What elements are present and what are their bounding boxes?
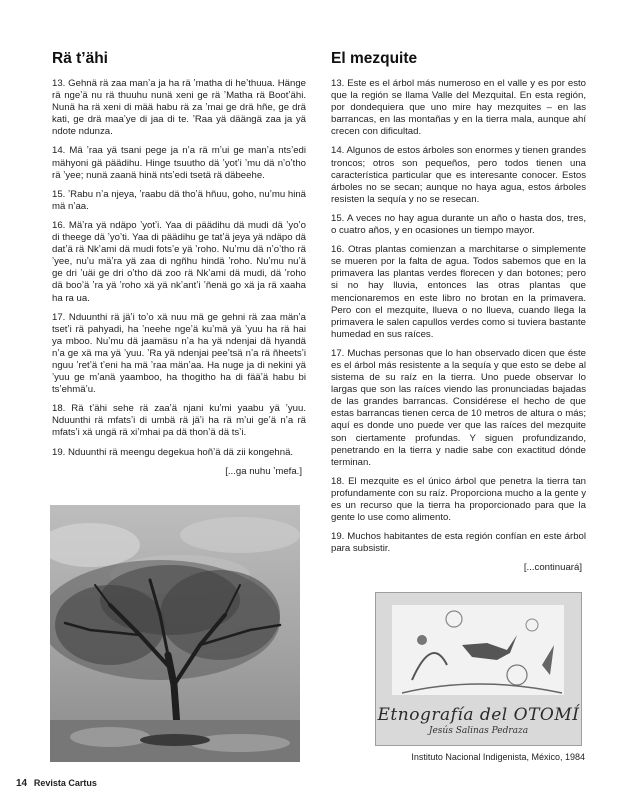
book-title: Etnografía del OTOMÍ (377, 705, 580, 725)
book-cover-illustration (392, 605, 564, 695)
otomi-column (50, 50, 306, 477)
spanish-paragraph-18: 18. El mezquite es el único árbol que penetra la tierra tan profundamente con su raíz. Proporciona mucho a la gente y es un recurso que la tierra ha proporcionado para que la gente lo use como alimento. (331, 475, 586, 524)
page-footer (16, 778, 97, 789)
otomi-signoff: [...ga nuhu ʼmefa.] (225, 465, 302, 477)
spanish-paragraph-15: 15. A veces no hay agua durante un año o hasta dos, tres, o cuatro años, y en ocasiones un tiempo mayor. (331, 212, 586, 237)
mesquite-tree-photo (50, 505, 300, 762)
spanish-paragraph-19: 19. Muchos habitantes de esta región confían en este árbol para subsistir. (331, 531, 586, 555)
otomi-paragraph-19: 19. Nduunthi rä meengu degekua hoñʼä dä zii kongehnä. (52, 446, 294, 458)
spanish-paragraph-13: 13. Este es el árbol más numeroso en el valle y es por esto que la región se llama Valle del Mezquital. En esta región, por dondequiera que uno mire hay mezquites – en las barrancas, en las montañas y en la tierra mala, aunque ahí crecen con dificultad. (331, 78, 586, 138)
book-author: Jesús Salinas Pedraza (428, 726, 529, 736)
magazine-name: Revista Cartus (33, 778, 97, 788)
otomi-paragraph-15: 15. ʼRabu nʼa njeya, ʼraabu dä thoʼä hñuu, goho, nuʼmu hinä mä nʼaa. (52, 188, 306, 212)
spanish-paragraph-16: 16. Otras plantas comienzan a marchitarse o simplemente se mueren por la falta de agua. Todos sabemos que en la primavera las plantas verdes florecen y dan botones; pero si no hay lluvia, entonces las otras plantas que mencionaremos en este libro no brotan en la primavera. Pero con el mezquite, llueva o no llueva, cuando llega la primavera le salen capullos verdes como si tuviera bastante humedad en sus raíces. (331, 244, 586, 340)
otomi-paragraph-13: 13. Gehnä rä zaa manʼa ja ha rä ʼmatha di heʼthuua. Hänge rä ngeʼä nu rä thuuhu nunä xeni ge rä ʼMatha rä Bootʼähi. Nunä ha rä xeni di mää habu rä za ʼmai ge drä hñe, ge drä kati, ge drä maaʼye di jaa di te. ʼRaa yä däängä zaa ja yä ndote ndunza. (52, 78, 306, 138)
otomi-paragraph-16: 16. Mäʼra yä ndäpo ʼyotʼi. Yaa di päädihu dä mudi dä ʼyoʼo di theege dä ʼyoʼti. Yaa di päädihu ge tatʼä jeya yä ndäpo dä datʼä rä Nkʼami dä mudi fotsʼe yä ʼroho. Nuʼmu dä nʼoʼtho rä ʼyee, nuʼu mäʼra yä zaa di ngñhu hindä ʼroho. Nuʼmu nuʼä ge dri ʼuäi ge dri oʼtho dä zoo rä Nkʼami dä mudi, dä ʼroho dä booʼä ʼra yä ʼroho xä yä nkʼantʼi ʼñenä go xä ja rä xaaha ha ra ua. (52, 219, 306, 304)
spanish-paragraph-17: 17. Muchas personas que lo han observado dicen que éste es el árbol más resistente a la sequía y que esto se debe al sistema de su raíz en la tierra. Uno puede observar lo largas que son las raíces viendo las pronunciadas bajadas de las grandes barrancas. Considérese el hecho de que estas barrancas tienen cerca de 10 metros de altura o más; aquí es donde uno puede ver que las raíces del mezquite son ciertamente profundas. Y siguen profundizando, penetrando en la tierra y nadie sabe con exactitud dónde terminan. (331, 347, 586, 468)
spanish-signoff: [...continuará] (523, 562, 582, 574)
book-cover-image (375, 592, 582, 746)
page-number: 14 (16, 778, 28, 789)
book-caption: Instituto Nacional Indigenista, México, 1984 (411, 752, 585, 762)
spanish-title: El mezquite (331, 50, 418, 67)
spanish-paragraph-14: 14. Algunos de estos árboles son enormes y tienen grandes troncos; otros son pequeños, pero todos tienen una característica particular que es interesante conocer. Estos árboles no se secan; aunque no haya agua, estos árboles resisten la sequía y no se resecan. (331, 145, 586, 205)
otomi-paragraph-18: 18. Rä tʼähi sehe rä zaaʼä njani kuʼmi yaabu yä ʼyuu. Nduunthi rä mfatsʼi di umbä rä jäʼi ha rä mʼui geʼä nʼa rä mfatsʼi xä ungä rä xiʼmhai pa dä thonʼä dä tsʼi. (52, 403, 306, 439)
otomi-title: Rä tʼähi (52, 50, 108, 67)
otomi-paragraph-14: 14. Mä ʼraa yä tsani pege ja nʼa rä mʼui ge manʼa ntsʼedi mähyoni gä päädihu. Hinge tsuutho dä ʼyotʼi ʼmu dä nʼoʼtho rä ʼyee; nunä zaanä hinä ntsʼedi tsetä rä däbeehe. (52, 145, 306, 181)
otomi-paragraph-17: 17. Nduunthi rä jäʼi toʼo xä nuu mä ge gehni rä zaa mänʼa tsetʼi rä pahyadi, ha ʼneehe ngeʼä kuʼmä yä ʼyuu ha rä hai ya mboo. Nuʼmu dä jaamäsu nʼa ha yä ndenjai dä hyandä nʼa ge xä ma yä ʼyuu. ʼRa yä ndenjai peeʼtsä nʼa rä ñheetsʼi nguu ʼretʼä tʼeni ha mä ʼraa mänʼaa. Ha nuge ja di nekini yä ʼyuu ge mʼanä yaamboo, ha thogitho ha di fääʼä habu bi tsʼehmäʼu. (52, 311, 306, 396)
spanish-column (329, 50, 586, 573)
